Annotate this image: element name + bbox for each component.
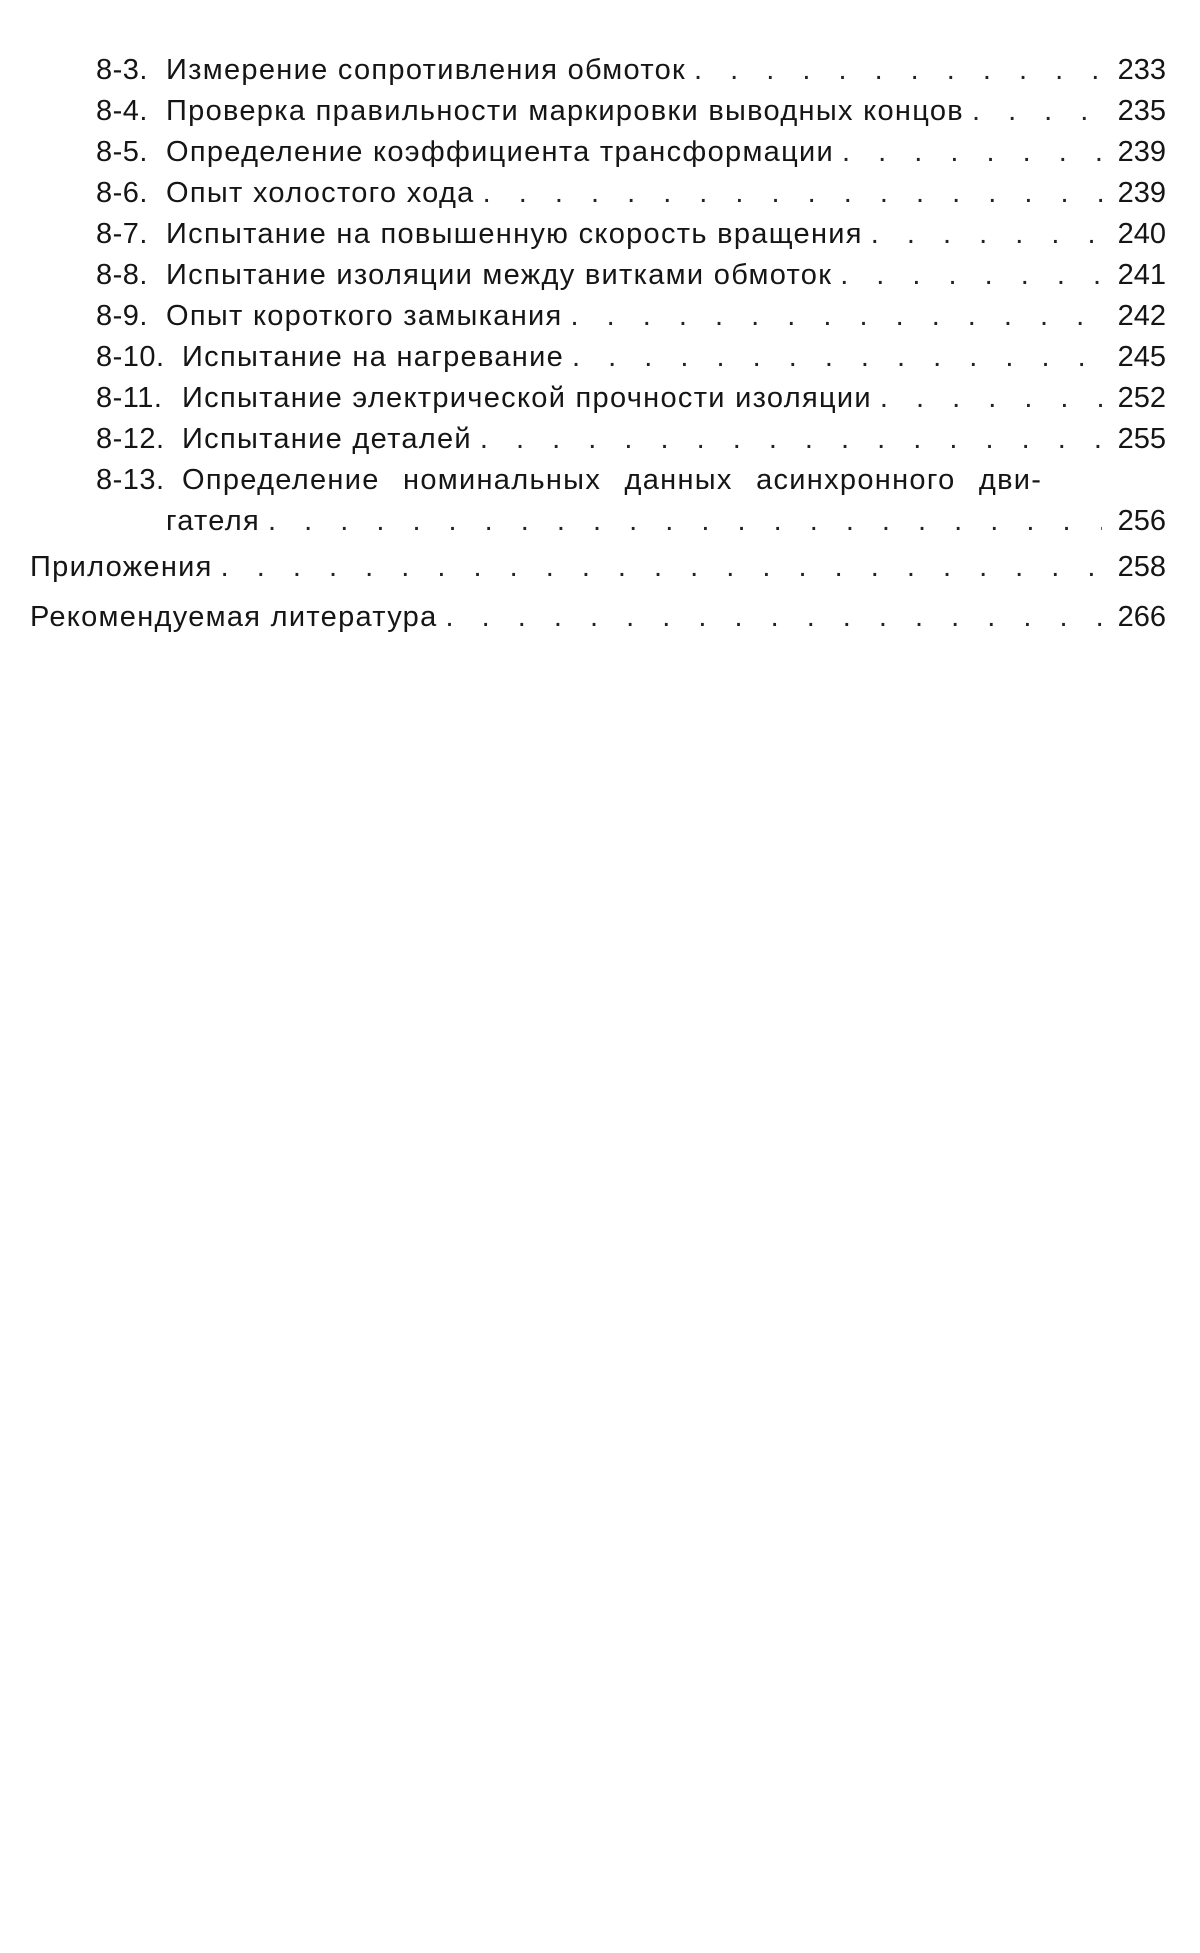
dot-leader xyxy=(871,214,1102,255)
toc-entry-page: 266 xyxy=(1117,601,1166,633)
toc-entry-page: 252 xyxy=(1117,382,1166,414)
toc-entry-title: Приложения xyxy=(30,551,213,583)
toc-entry-title: Опыт холостого хода xyxy=(166,177,475,209)
dot-leader xyxy=(268,501,1102,542)
toc-entry-number: 8-7. xyxy=(96,218,148,250)
toc-entry-title: Проверка правильности маркировки выводных концов xyxy=(166,95,964,127)
dot-leader xyxy=(880,378,1102,419)
toc-entry-page: 255 xyxy=(1117,423,1166,455)
toc-entry-page: 239 xyxy=(1117,136,1166,168)
toc-entry-8-8[interactable] xyxy=(30,255,1166,296)
toc-entry-page: 233 xyxy=(1117,54,1166,86)
toc-entry-title: Испытание электрической прочности изоляции xyxy=(182,382,872,414)
dot-leader xyxy=(842,132,1102,173)
dot-leader xyxy=(483,173,1102,214)
toc-entry-title: Рекомендуемая литература xyxy=(30,601,438,633)
toc-entry-8-6[interactable] xyxy=(30,173,1166,214)
toc-entry-number: 8-9. xyxy=(96,300,148,332)
toc-entry-number: 8-4. xyxy=(96,95,148,127)
toc-entry-title-line2: гателя xyxy=(166,505,260,537)
dot-leader xyxy=(221,542,1102,592)
toc-entry-title: Испытание деталей xyxy=(182,423,472,455)
toc-entry-8-3[interactable] xyxy=(30,50,1166,91)
toc-entry-number: 8-10. xyxy=(96,341,165,373)
toc-entry-number: 8-5. xyxy=(96,136,148,168)
toc-entry-8-13-continuation[interactable] xyxy=(30,501,1166,542)
toc-entry-page: 239 xyxy=(1117,177,1166,209)
toc-entry-title: Испытание на повышенную скорость вращения xyxy=(166,218,863,250)
toc-entry-number: 8-12. xyxy=(96,423,165,455)
toc-entry-number: 8-13. xyxy=(96,464,165,496)
toc-entry-page: 241 xyxy=(1117,259,1166,291)
toc-entry-8-5[interactable] xyxy=(30,132,1166,173)
toc-entry-page: 242 xyxy=(1117,300,1166,332)
dot-leader xyxy=(972,91,1102,132)
toc-entry-number: 8-11. xyxy=(96,382,163,414)
toc-entry-8-9[interactable] xyxy=(30,296,1166,337)
toc-entry-page: 256 xyxy=(1117,505,1166,537)
dot-leader xyxy=(694,50,1102,91)
toc-entry-appendix[interactable] xyxy=(30,542,1166,592)
toc-entry-number: 8-6. xyxy=(96,177,148,209)
toc-entry-8-12[interactable] xyxy=(30,419,1166,460)
toc-entry-page: 235 xyxy=(1117,95,1166,127)
toc-entry-8-4[interactable] xyxy=(30,91,1166,132)
toc-entry-title: Испытание на нагревание xyxy=(182,341,565,373)
dot-leader xyxy=(571,296,1102,337)
toc-entry-title: Определение коэффициента трансформации xyxy=(166,136,835,168)
toc-entry-title: Испытание изоляции между витками обмоток xyxy=(166,259,833,291)
table-of-contents xyxy=(30,50,1166,642)
toc-entry-page: 240 xyxy=(1117,218,1166,250)
toc-entry-title-line1: Определение номинальных данных асинхронного дви- xyxy=(182,464,1043,496)
toc-entry-8-7[interactable] xyxy=(30,214,1166,255)
dot-leader xyxy=(840,255,1102,296)
toc-entry-number: 8-3. xyxy=(96,54,148,86)
dot-leader xyxy=(446,592,1102,642)
toc-entry-title: Измерение сопротивления обмоток xyxy=(166,54,686,86)
toc-entry-number: 8-8. xyxy=(96,259,148,291)
toc-entry-8-10[interactable] xyxy=(30,337,1166,378)
toc-entry-references[interactable] xyxy=(30,592,1166,642)
dot-leader xyxy=(572,337,1102,378)
toc-entry-8-11[interactable] xyxy=(30,378,1166,419)
toc-entry-page: 245 xyxy=(1117,341,1166,373)
toc-entry-title: Опыт короткого замыкания xyxy=(166,300,563,332)
toc-entry-8-13[interactable] xyxy=(30,460,1166,501)
toc-entry-page: 258 xyxy=(1117,551,1166,583)
dot-leader xyxy=(480,419,1102,460)
